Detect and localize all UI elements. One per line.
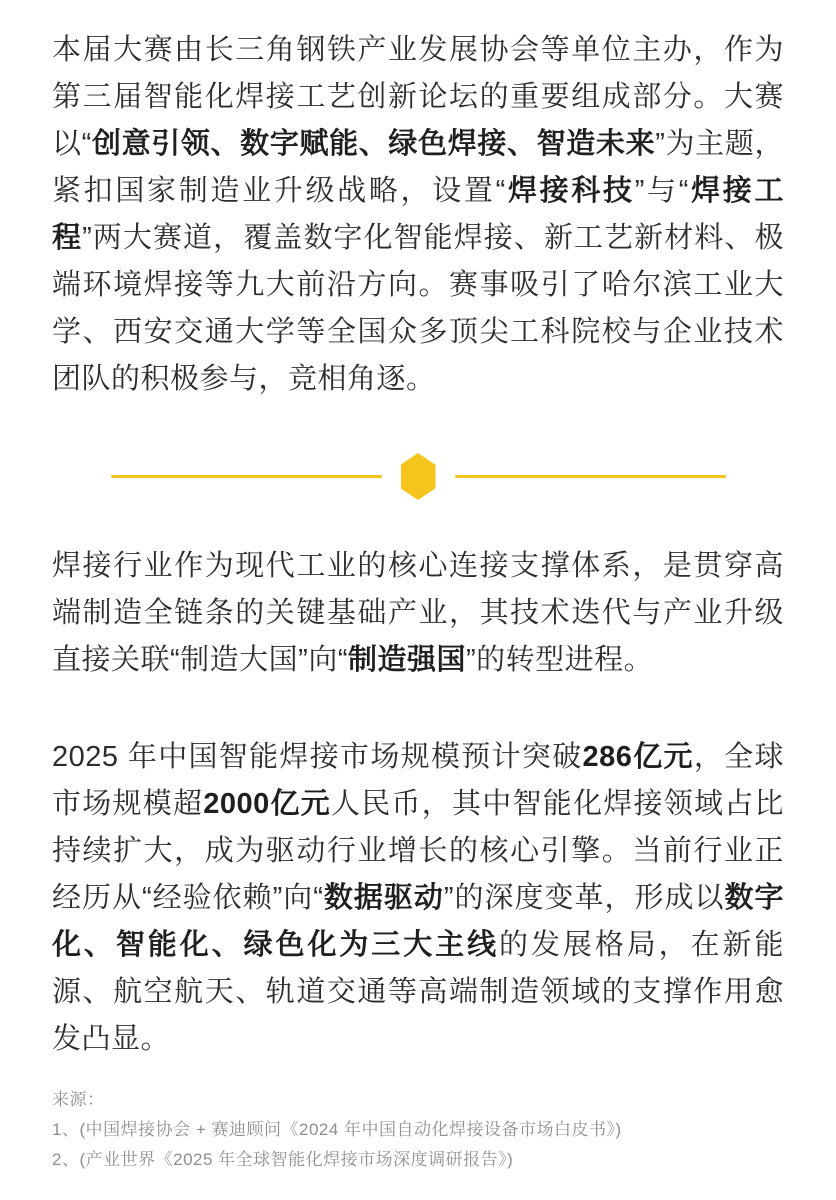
- hexagon-icon: [401, 453, 436, 500]
- paragraph-industry-role: [52, 543, 784, 684]
- emphasis-text: 制造强国: [347, 644, 466, 676]
- body-text: 本届大赛由长三角钢铁产业发展协会等单位主办，作为第三届智能化焊接工艺创新论坛的重要组成部分。大赛以“: [52, 34, 784, 160]
- emphasis-text: 数字化、智能化、绿色化为三大主线: [52, 882, 784, 961]
- source-section: [52, 1085, 784, 1175]
- body-text: 焊接行业作为现代工业的核心连接支撑体系，是贯穿高端制造全链条的关键基础产业，其技术迭代与产业升级直接关联“制造大国”向“: [52, 550, 784, 676]
- divider-line-left: [111, 475, 382, 478]
- section-divider: [52, 453, 784, 500]
- divider-line-right: [455, 475, 726, 478]
- body-text: ，全球市场规模超: [52, 741, 784, 820]
- source-item-1: 1、(中国焊接协会 + 赛迪顾问《2024 年中国自动化焊接设备市场白皮书》): [52, 1120, 622, 1139]
- body-text: ”两大赛道，覆盖数字化智能焊接、新工艺新材料、极端环境焊接等九大前沿方向。赛事吸引了哈尔滨工业大学、西安交通大学等全国众多顶尖工科院校与企业技术团队的积极参与，竞相角逐。: [52, 222, 784, 395]
- source-item-2: 2、(产业世界《2025 年全球智能化焊接市场深度调研报告》): [52, 1150, 514, 1169]
- source-label: 来源：: [52, 1090, 105, 1109]
- emphasis-text: 286亿元: [582, 741, 694, 773]
- body-text: ”为主题，紧扣国家制造业升级战略，设置“: [52, 128, 784, 207]
- emphasis-text: 创意引领、数字赋能、绿色焊接、智造未来: [91, 128, 656, 160]
- body-text: 的发展格局，在新能源、航空航天、轨道交通等高端制造领域的支撑作用愈发凸显。: [52, 929, 784, 1055]
- emphasis-text: 焊接科技: [505, 175, 635, 207]
- emphasis-text: 数据驱动: [323, 882, 444, 914]
- body-text: ”的深度变革，形成以: [443, 882, 725, 914]
- emphasis-text: 焊接工程: [52, 175, 784, 254]
- emphasis-text: 2000亿元: [203, 788, 332, 820]
- paragraph-competition-overview: [52, 27, 784, 403]
- body-text: 2025 年中国智能焊接市场规模预计突破: [52, 741, 583, 773]
- body-text: ”的转型进程。: [466, 644, 654, 676]
- body-text: ”与“: [634, 175, 689, 207]
- body-text: 人民币，其中智能化焊接领域占比持续扩大，成为驱动行业增长的核心引擎。当前行业正经历从“经验依赖”向“: [52, 788, 784, 914]
- paragraph-market-size: [52, 734, 784, 1063]
